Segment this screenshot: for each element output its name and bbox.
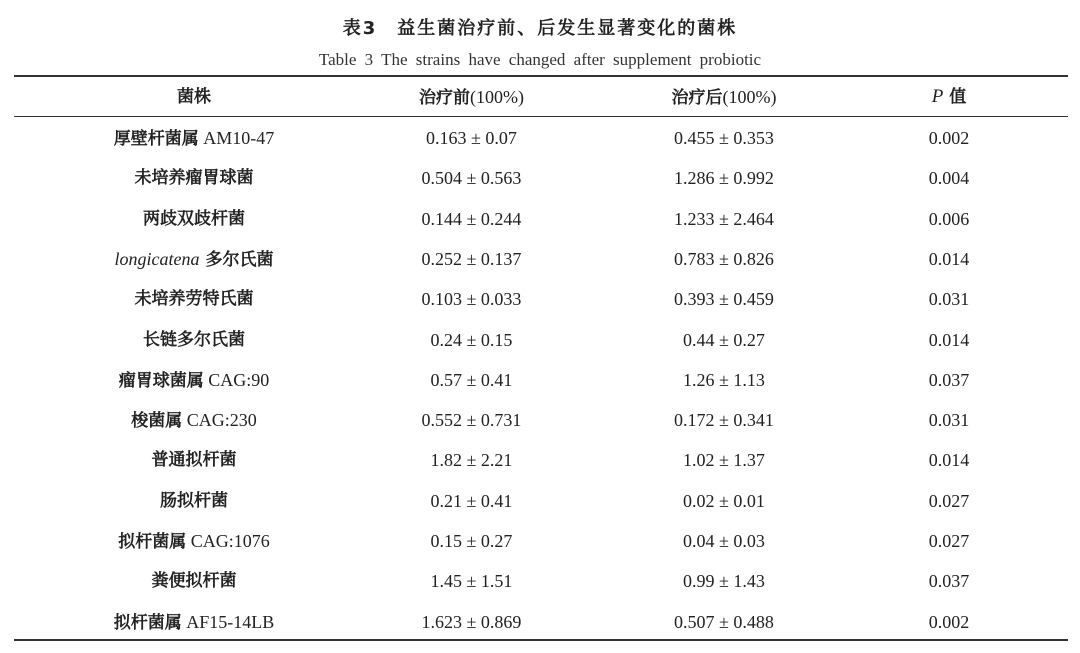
table-row — [14, 279, 1068, 319]
strain-name: 粪便拟杆菌 — [151, 571, 237, 592]
table-row — [14, 561, 1068, 601]
before-value-cell: 0.21 ± 0.41 — [430, 490, 513, 511]
p-value-cell: 0.031 — [928, 289, 970, 310]
table-row — [14, 360, 1068, 400]
before-value-cell: 0.144 ± 0.244 — [421, 208, 522, 229]
after-value-cell: 0.99 ± 1.43 — [683, 571, 765, 592]
after-value-cell: 1.286 ± 0.992 — [674, 168, 774, 189]
table-title-en: Table 3 The strains have changed after supplement probiotic — [318, 50, 762, 69]
strain-cell — [14, 158, 374, 198]
header-strain: 菌株 — [177, 87, 211, 107]
table-row — [14, 400, 1068, 440]
before-value-cell: 0.57 ± 0.41 — [430, 369, 513, 390]
p-value-cell: 0.014 — [928, 248, 970, 269]
table-row — [14, 481, 1068, 521]
strain-code: AM10-47 — [198, 128, 275, 148]
header-after-unit: (100%) — [722, 87, 777, 107]
strain-name: 肠拟杆菌 — [160, 490, 228, 511]
before-value-cell: 1.45 ± 1.51 — [430, 571, 513, 592]
strain-name: 梭菌属 — [131, 411, 183, 432]
header-p-value — [854, 78, 1044, 116]
before-value-cell: 0.552 ± 0.731 — [421, 410, 522, 431]
table-row — [14, 521, 1068, 561]
p-value-cell: 0.006 — [928, 208, 970, 229]
strain-species-epithet: longicatena — [114, 248, 200, 269]
strain-name: 拟杆菌属 — [118, 532, 187, 552]
table-row — [14, 239, 1068, 279]
before-value-cell: 0.15 ± 0.27 — [430, 531, 513, 551]
after-value-cell: 0.44 ± 0.27 — [683, 329, 765, 350]
header-before-unit: (100%) — [470, 87, 524, 107]
strain-cell — [14, 320, 374, 360]
table-row — [14, 440, 1068, 480]
strain-name: 拟杆菌属 — [113, 612, 182, 633]
top-rule — [14, 75, 1068, 77]
strain-cell — [14, 400, 374, 441]
p-value-cell: 0.027 — [928, 490, 970, 511]
header-p-label: 值 — [943, 87, 967, 107]
strain-cell — [14, 279, 374, 319]
after-value-cell: 0.507 ± 0.488 — [674, 611, 774, 632]
table-row — [14, 118, 1068, 158]
p-value-cell: 0.002 — [928, 611, 970, 632]
bottom-rule — [14, 639, 1068, 641]
p-value-cell: 0.031 — [928, 410, 970, 431]
p-value-cell: 0.004 — [928, 168, 970, 189]
after-value-cell: 0.172 ± 0.341 — [674, 410, 774, 431]
before-value-cell: 1.82 ± 2.21 — [430, 450, 513, 471]
p-value-cell: 0.037 — [928, 571, 970, 592]
table-row — [14, 199, 1068, 239]
strain-cell — [14, 481, 374, 521]
strain-name: 普通拟杆菌 — [151, 450, 237, 471]
strain-code: CAG:90 — [203, 369, 270, 390]
p-value-cell: 0.037 — [928, 369, 970, 390]
header-rule — [14, 116, 1068, 117]
after-value-cell: 0.455 ± 0.353 — [674, 128, 774, 148]
strain-code: CAG:230 — [182, 410, 257, 431]
before-value-cell: 0.504 ± 0.563 — [421, 168, 522, 189]
after-value-cell: 1.26 ± 1.13 — [683, 369, 765, 390]
table-title-cn: 表3 益生菌治疗前、后发生显著变化的菌株 — [342, 18, 738, 39]
after-value-cell: 0.04 ± 0.03 — [683, 531, 765, 551]
strain-cell — [14, 521, 374, 562]
before-value-cell: 1.623 ± 0.869 — [421, 611, 522, 632]
strain-name: 厚壁杆菌属 — [113, 129, 199, 149]
after-value-cell: 1.02 ± 1.37 — [683, 450, 765, 471]
p-value-cell: 0.014 — [928, 329, 970, 350]
strain-code: CAG:1076 — [186, 531, 270, 551]
header-after — [599, 78, 849, 117]
strain-name: 未培养瘤胃球菌 — [134, 168, 254, 189]
strain-code: AF15-14LB — [181, 611, 275, 632]
p-value-cell: 0.027 — [928, 531, 970, 551]
after-value-cell: 1.233 ± 2.464 — [674, 208, 774, 229]
strain-cell — [14, 239, 374, 280]
strain-name: 长链多尔氏菌 — [143, 329, 245, 350]
table-header-row — [14, 78, 1068, 116]
strain-cell — [14, 360, 374, 401]
table-row — [14, 158, 1068, 198]
header-after-label: 治疗后 — [671, 88, 723, 108]
strain-name: 未培养劳特氏菌 — [134, 289, 254, 310]
after-value-cell: 0.02 ± 0.01 — [683, 490, 765, 511]
before-value-cell: 0.24 ± 0.15 — [430, 329, 513, 350]
strain-cell — [14, 118, 374, 159]
after-value-cell: 0.393 ± 0.459 — [674, 289, 774, 310]
table-row — [14, 320, 1068, 360]
strain-name: 多尔氏菌 — [199, 249, 274, 270]
header-before — [359, 78, 584, 117]
strain-cell — [14, 561, 374, 601]
strain-cell — [14, 602, 374, 643]
p-value-cell: 0.014 — [928, 450, 970, 471]
before-value-cell: 0.103 ± 0.033 — [421, 289, 522, 310]
before-value-cell: 0.252 ± 0.137 — [421, 248, 522, 269]
header-before-label: 治疗前 — [419, 88, 470, 108]
strain-cell — [14, 440, 374, 480]
after-value-cell: 0.783 ± 0.826 — [674, 248, 774, 269]
header-p-symbol: P — [931, 86, 944, 107]
before-value-cell: 0.163 ± 0.07 — [426, 128, 517, 148]
p-value-cell: 0.002 — [928, 128, 970, 148]
strain-name: 瘤胃球菌属 — [118, 370, 204, 391]
strain-name: 两歧双歧杆菌 — [143, 208, 245, 229]
strain-cell — [14, 199, 374, 239]
table-row — [14, 602, 1068, 642]
